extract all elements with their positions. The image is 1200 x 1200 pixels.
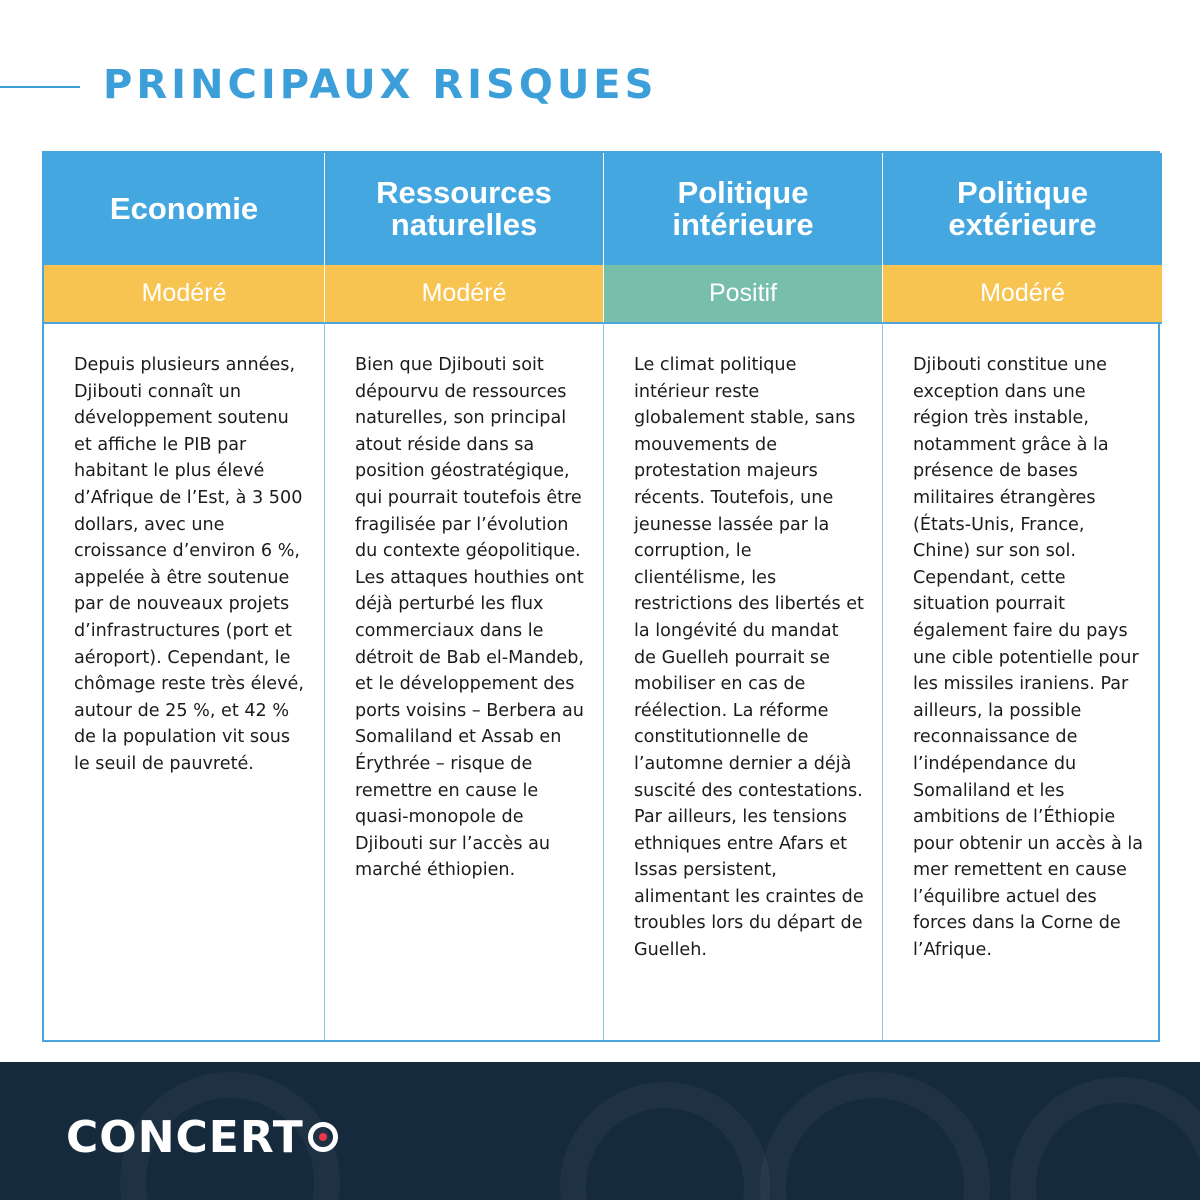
column-header-line: Economie (109, 191, 259, 226)
risk-level-badge: Positif (603, 265, 882, 322)
column-header-line: naturelles (390, 207, 538, 242)
column-header-line: extérieure (948, 207, 1097, 242)
column-header-line: Politique (957, 175, 1088, 210)
column-header-line: intérieure (672, 207, 814, 242)
column-header-ressources (324, 153, 603, 265)
footer-banner (0, 1062, 1200, 1200)
column-header-line: Ressources (376, 175, 552, 210)
risk-level-badge: Modéré (44, 265, 324, 322)
column-header-economie (44, 153, 324, 265)
decorative-ring (1010, 1077, 1200, 1200)
column-body-text: Djibouti constitue une exception dans une région très instable, notamment grâce à la présence de bases militaires étrangères (États-Unis, France, Chine) sur son sol. Cependant, cette situation pourrait également faire du pays une cible potentielle pour les missiles iraniens. Par ailleurs, la possible reconnaissance de l’indépendance du Somaliland et les ambitions de l’Éthiopie pour obtenir un accès à la mer remettent en cause l’équilibre actuel des forces dans la Corne de l’Afrique. (882, 322, 1162, 1040)
column-header-politique-exterieure (882, 153, 1162, 265)
page-title: PRINCIPAUX RISQUES (103, 62, 658, 108)
column-body-text: Le climat politique intérieur reste globalement stable, sans mouvements de protestation majeurs récents. Toutefois, une jeunesse lassée par la corruption, le clientélisme, les restrictions des libertés et la longévité du mandat de Guelleh pourrait se mobiliser en cas de réélection. La réforme constitutionnelle de l’automne dernier a déjà suscité des contestations. Par ailleurs, les tensions ethniques entre Afars et Issas persistent, alimentant les craintes de troubles lors du départ de Guelleh. (603, 322, 882, 1040)
risk-table (42, 151, 1160, 1042)
decorative-ring (560, 1082, 770, 1200)
logo-wordmark: CONCERT (66, 1111, 304, 1163)
column-body-text: Depuis plusieurs années, Djibouti connaît un développement soutenu et affiche le PIB par habitant le plus élevé d’Afrique de l’Est, à 3 500 dollars, avec une croissance d’environ 6 %, appelée à être soutenue par de nouveaux projets d’infrastructures (port et aéroport). Cependant, le chômage reste très élevé, autour de 25 %, et 42 % de la population vit sous le seuil de pauvreté. (44, 322, 324, 1040)
column-body-text: Bien que Djibouti soit dépourvu de ressources naturelles, son principal atout réside dans sa position géostratégique, qui pourrait toutefois être fragilisée par l’évolution du contexte géopolitique. Les attaques houthies ont déjà perturbé les flux commerciaux dans le détroit de Bab el-Mandeb, et le développement des ports voisins – Berbera au Somaliland et Assab en Érythrée – risque de remettre en cause le quasi-monopole de Djibouti sur l’accès au marché éthiopien. (324, 322, 603, 1040)
decorative-ring (760, 1072, 990, 1200)
risk-level-badge: Modéré (324, 265, 603, 322)
column-header-politique-interieure (603, 153, 882, 265)
title-accent-line (0, 86, 80, 88)
concerto-logo (66, 1112, 338, 1162)
logo-o-icon (308, 1122, 338, 1152)
risk-level-badge: Modéré (882, 265, 1162, 322)
column-header-line: Politique (677, 175, 809, 210)
